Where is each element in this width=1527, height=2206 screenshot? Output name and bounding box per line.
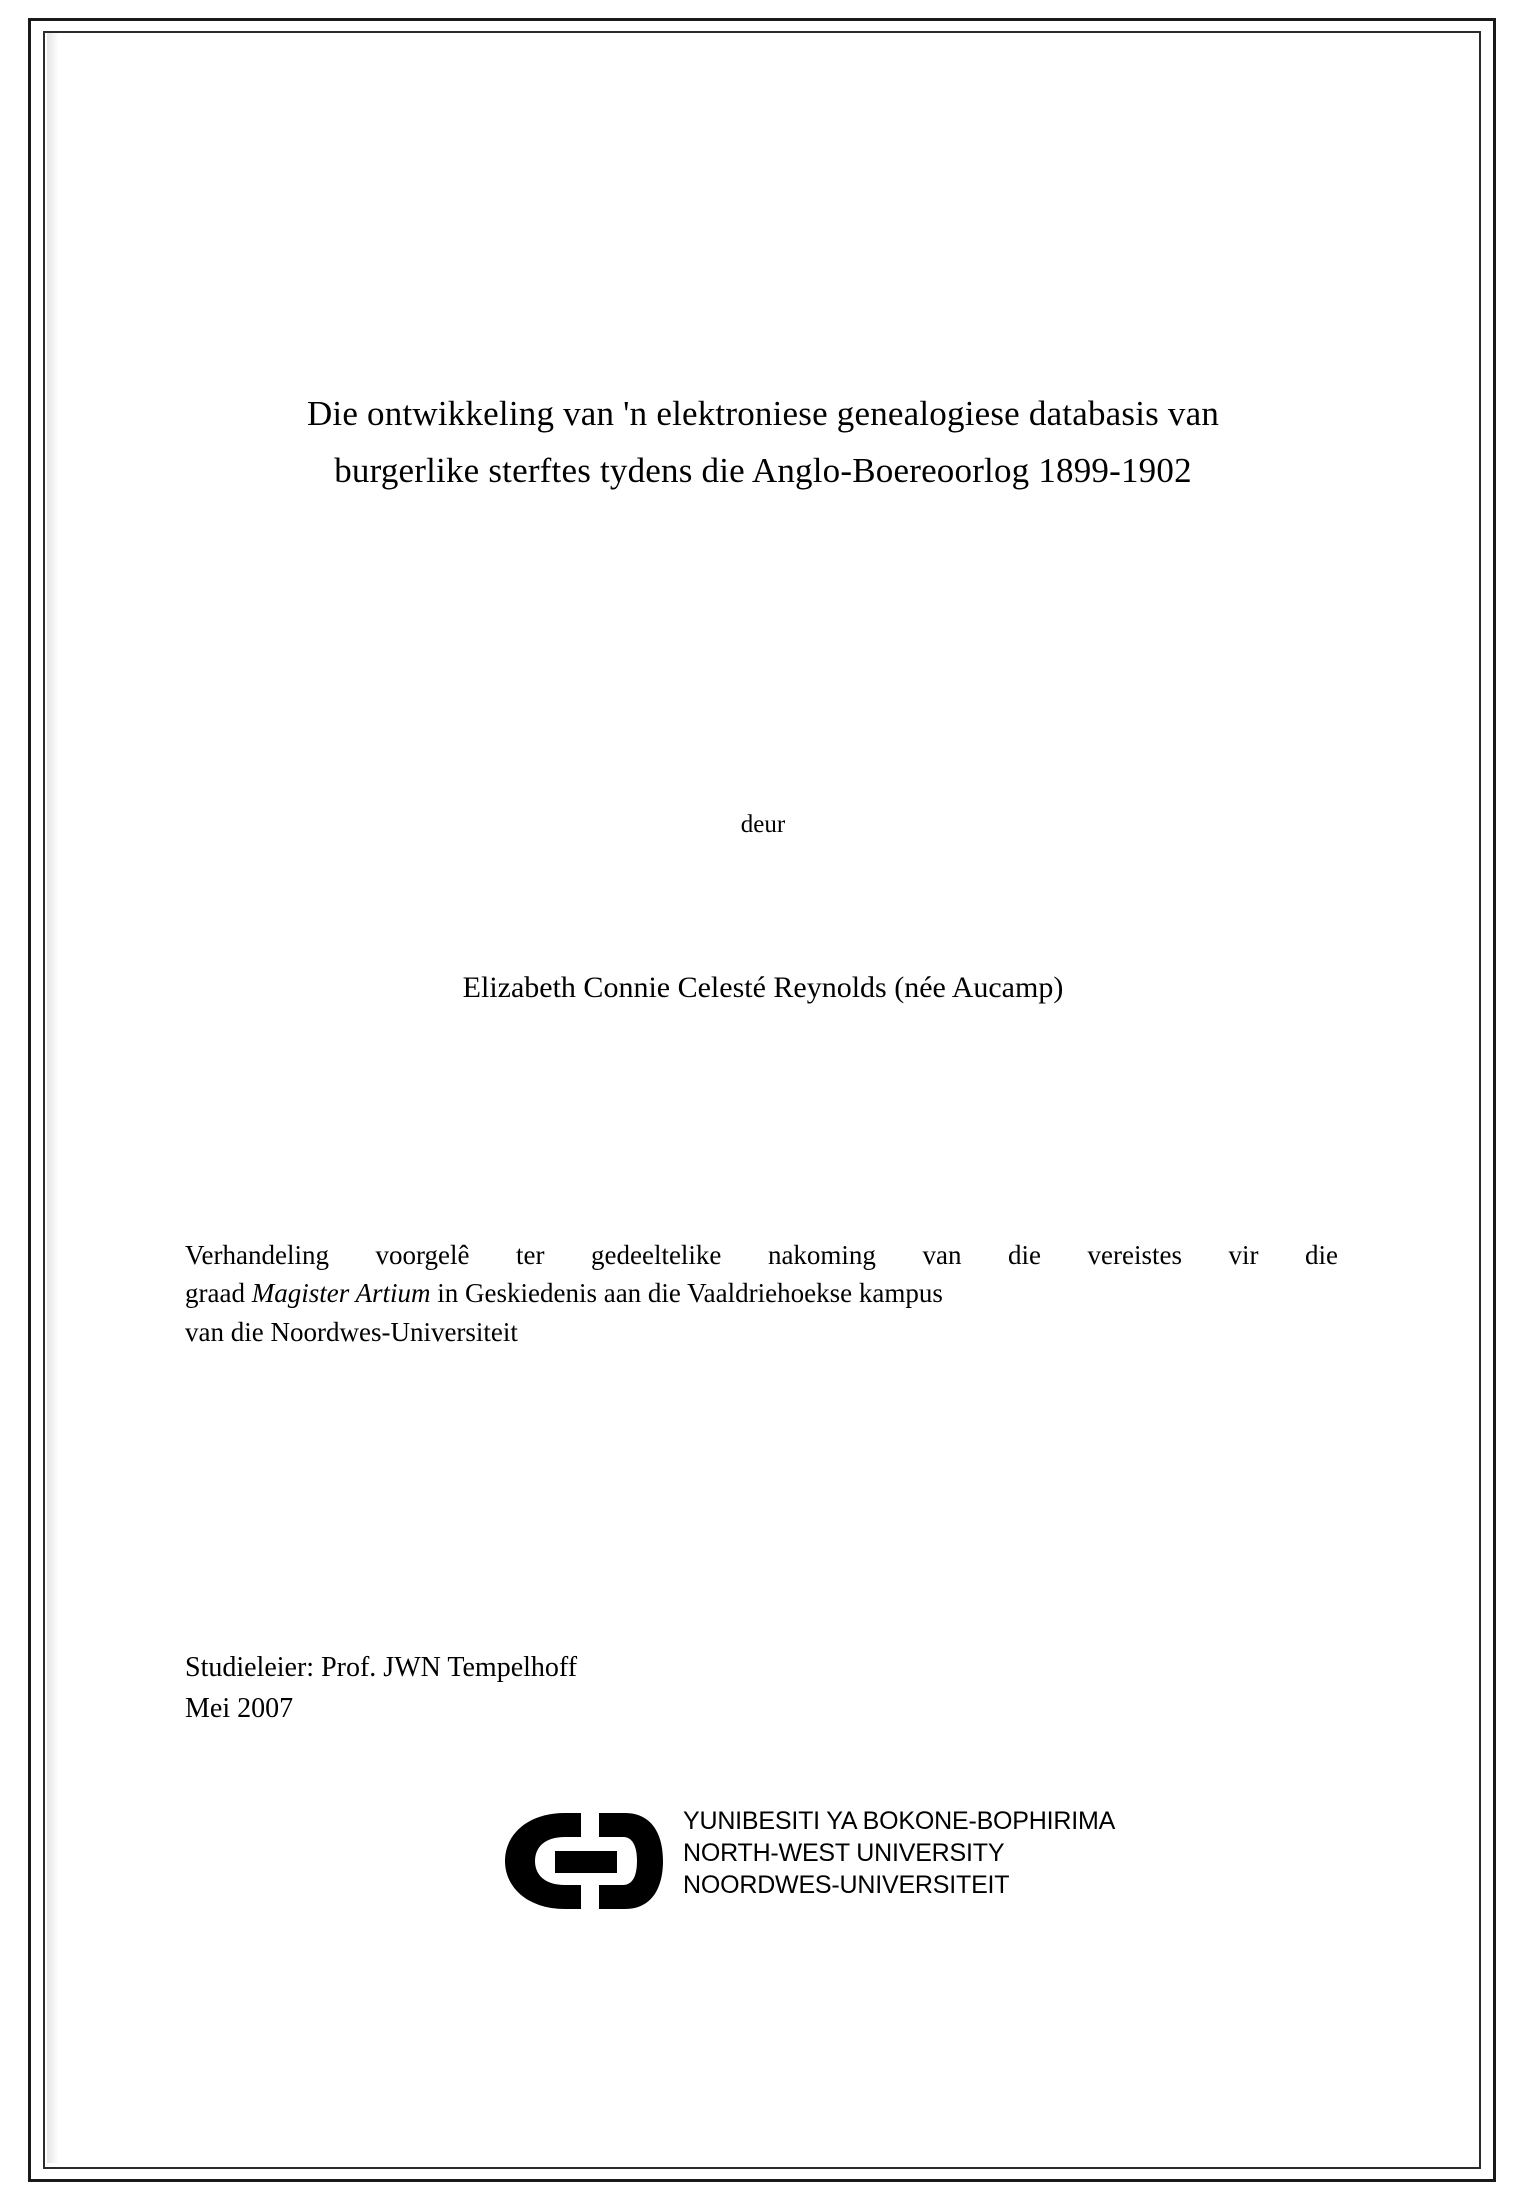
degree-statement-line-1: Verhandeling voorgelê ter gedeeltelike nakoming van die vereistes vir die	[185, 1240, 1338, 1270]
byline-label: deur	[740, 811, 786, 838]
degree-statement-line-2-prefix: graad	[185, 1278, 252, 1309]
page-title	[183, 386, 1343, 499]
university-logo-text	[683, 1805, 1115, 1901]
degree-statement-line-3: van die Noordwes-Universiteit	[185, 1316, 518, 1347]
logo-text-line-1: YUNIBESITI YA BOKONE-BOPHIRIMA	[683, 1807, 1116, 1835]
degree-statement-line-2	[185, 1274, 1338, 1312]
supervisor-line: Studieleier: Prof. JWN Tempelhoff	[185, 1652, 578, 1683]
title-line-2: burgerlike sterftes tydens die Anglo-Boereoorlog 1899-1902	[334, 450, 1192, 490]
supervisor-block	[185, 1648, 1085, 1729]
degree-name: Magister Artium	[251, 1278, 431, 1309]
degree-statement-line-2-suffix: in Geskiedenis aan die Vaaldriehoekse kampus	[430, 1278, 943, 1309]
logo-text-line-3: NOORDWES-UNIVERSITEIT	[683, 1871, 1010, 1899]
author-name: Elizabeth Connie Celesté Reynolds (née Aucamp)	[462, 971, 1064, 1004]
title-line-1: Die ontwikkeling van 'n elektroniese genealogiese databasis van	[306, 394, 1220, 433]
date-line: Mei 2007	[185, 1692, 294, 1724]
degree-statement	[185, 1236, 1338, 1351]
page-content	[43, 31, 1481, 2169]
north-west-university-logo-icon	[495, 1807, 670, 1915]
logo-text-line-2: NORTH-WEST UNIVERSITY	[683, 1839, 1005, 1867]
university-logo	[443, 1801, 1143, 1931]
